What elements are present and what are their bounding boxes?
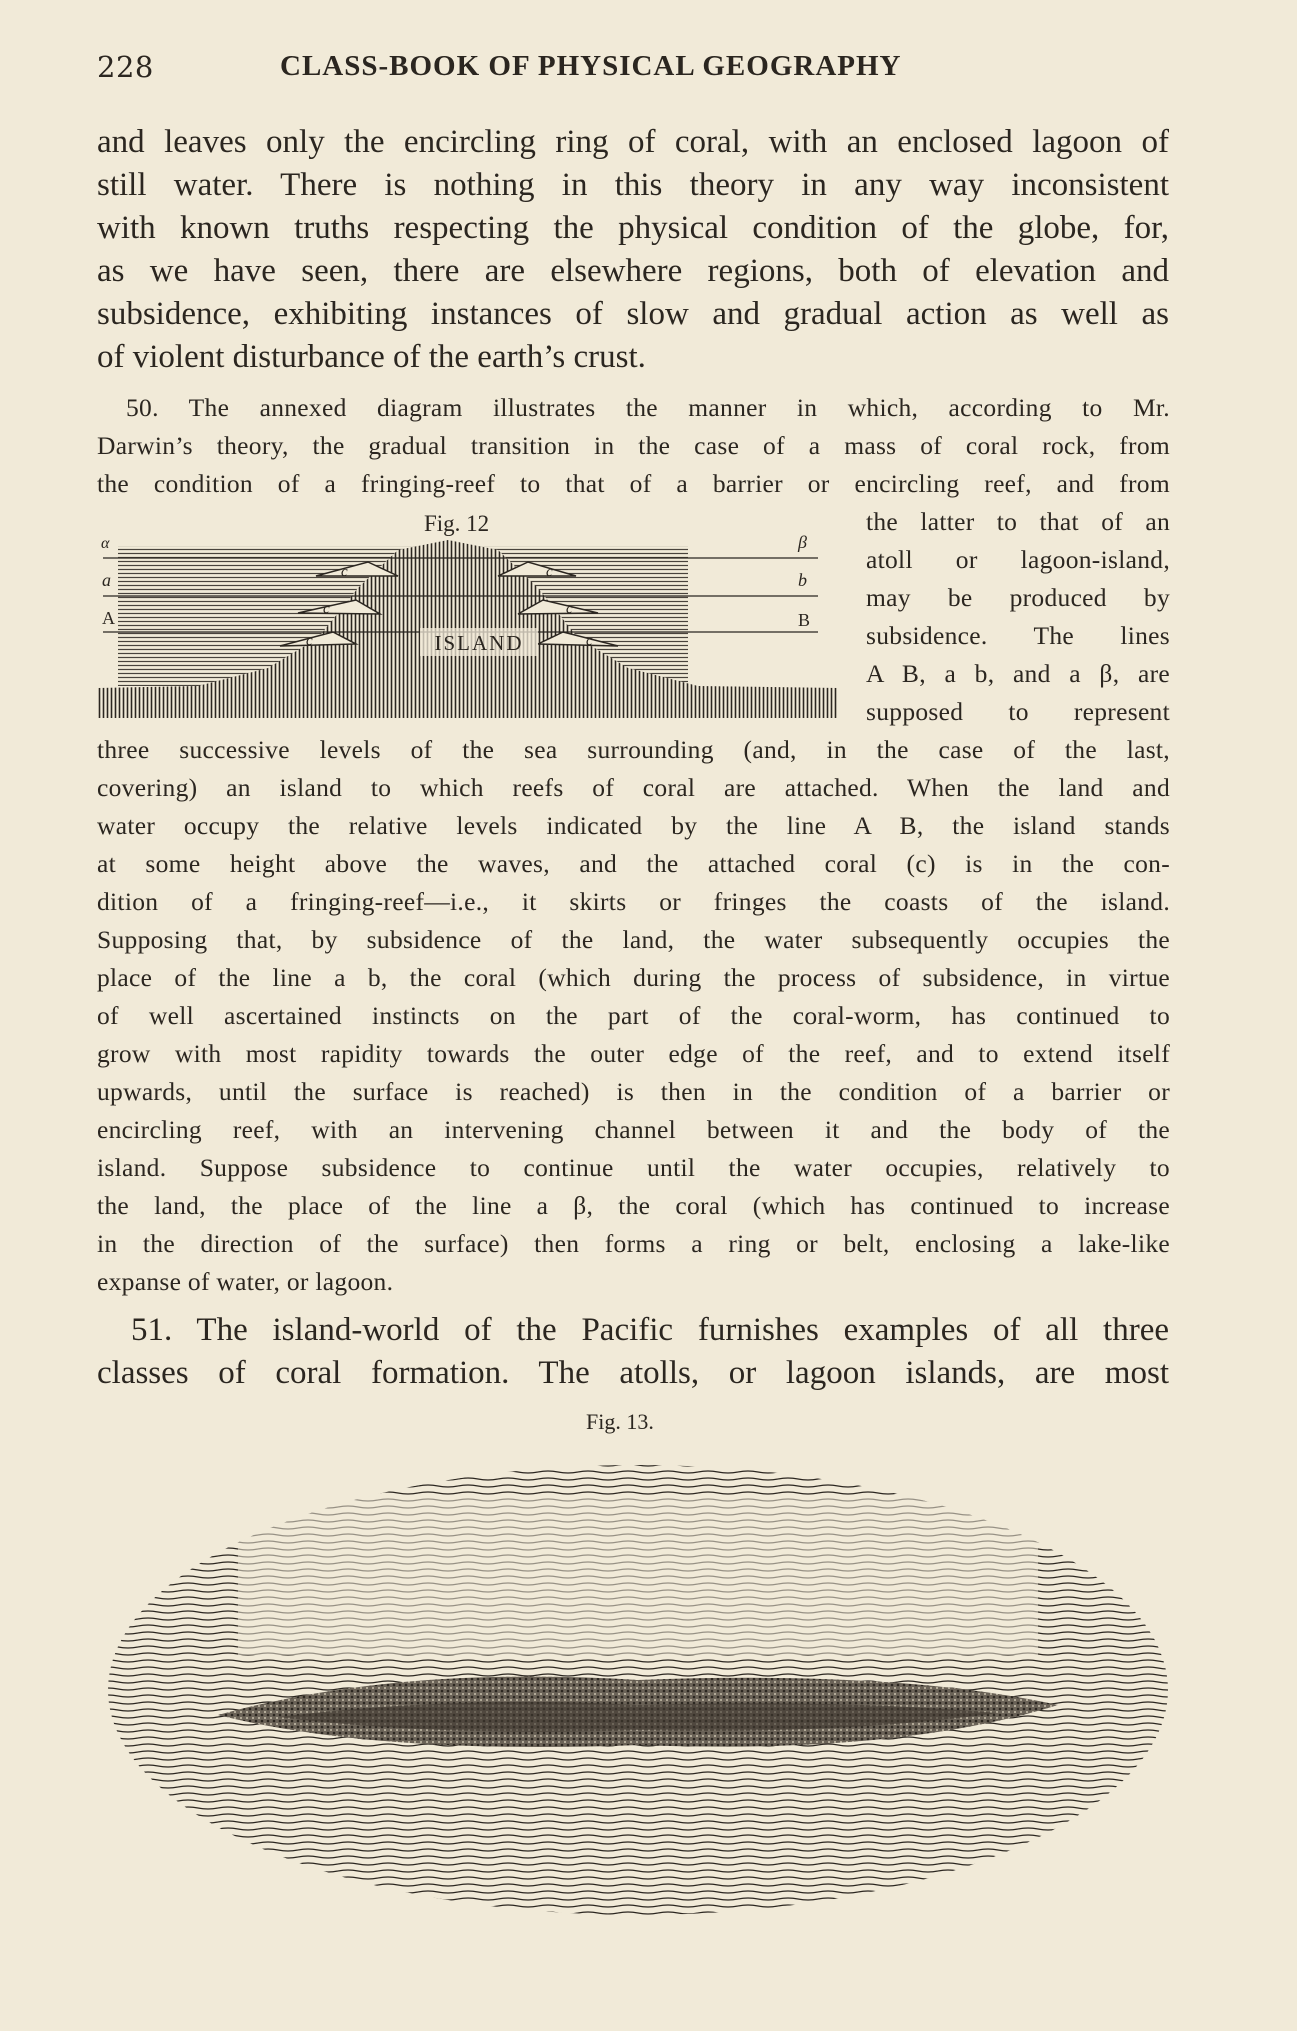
- para50-line: dition of a fringing-reef—i.e., it skirts or fringes the coasts of the island.: [97, 887, 1170, 916]
- running-title: CLASS-BOOK OF PHYSICAL GEOGRAPHY: [280, 50, 902, 82]
- para50-line: upwards, until the surface is reached) is then in the condition of a barrier or: [97, 1077, 1170, 1106]
- para50-line: place of the line a b, the coral (which during the process of subsidence, in virtue: [97, 963, 1170, 992]
- label-c: c: [546, 564, 553, 580]
- label-B: B: [798, 610, 811, 630]
- para-top-line: with known truths respecting the physical condition of the globe, for,: [97, 210, 1169, 246]
- para50-line: encircling reef, with an intervening channel between it and the body of the: [97, 1115, 1170, 1144]
- label-b: b: [798, 570, 807, 590]
- para50-line: covering) an island to which reefs of coral are attached. When the land and: [97, 773, 1170, 802]
- fig13-caption: Fig. 13.: [586, 1409, 654, 1434]
- para50-line: expanse of water, or lagoon.: [97, 1267, 394, 1296]
- para50-line: island. Suppose subsidence to continue until the water occupies, relatively to: [97, 1153, 1170, 1182]
- fig12-caption: Fig. 12: [424, 511, 490, 536]
- para-top-line: of violent disturbance of the earth’s crust.: [97, 339, 646, 375]
- label-c: c: [323, 601, 330, 617]
- island-label: ISLAND: [434, 631, 524, 655]
- para50-line: of well ascertained instincts on the part of the coral-worm, has continued to: [97, 1001, 1170, 1030]
- para50-line: Supposing that, by subsidence of the land, the water subsequently occupies the: [97, 925, 1170, 954]
- label-c: c: [341, 564, 348, 580]
- para50-line: the land, the place of the line a β, the coral (which has continued to increase: [97, 1191, 1170, 1220]
- para-top-line: as we have seen, there are elsewhere regions, both of elevation and: [97, 253, 1169, 289]
- para-top-line: subsidence, exhibiting instances of slow and gradual action as well as: [97, 296, 1169, 332]
- para50-line: in the direction of the surface) then forms a ring or belt, enclosing a lake-like: [97, 1229, 1170, 1258]
- para-top-line: and leaves only the encircling ring of coral, with an enclosed lagoon of: [97, 124, 1169, 160]
- para50-line: three successive levels of the sea surrounding (and, in the case of the last,: [97, 735, 1170, 764]
- para50-line: water occupy the relative levels indicated by the line A B, the island stands: [97, 811, 1170, 840]
- para51-line: 51. The island-world of the Pacific furnishes examples of all three: [131, 1312, 1169, 1348]
- para50-side-line: atoll or lagoon-island,: [866, 545, 1170, 574]
- label-A: A: [102, 608, 115, 628]
- fig12-diagram: [98, 528, 838, 718]
- para50-line: at some height above the waves, and the attached coral (c) is in the con-: [97, 849, 1170, 878]
- para50-side-line: supposed to represent: [866, 697, 1170, 726]
- para50-side-line: subsidence. The lines: [866, 621, 1170, 650]
- label-alpha: α: [101, 535, 110, 552]
- para-top-line: still water. There is nothing in this theory in any way inconsistent: [97, 167, 1169, 203]
- label-beta: β: [798, 532, 807, 552]
- para50-line: the condition of a fringing-reef to that of a barrier or encircling reef, and from: [97, 469, 1170, 498]
- para50-line: grow with most rapidity towards the outer edge of the reef, and to extend itself: [97, 1039, 1170, 1068]
- para50-line: 50. The annexed diagram illustrates the manner in which, according to Mr.: [126, 393, 1170, 422]
- label-a: a: [102, 570, 111, 590]
- label-c: c: [586, 633, 593, 649]
- fig13-engraving: [98, 1455, 1178, 1925]
- page-number: 228: [97, 50, 154, 84]
- para50-side-line: the latter to that of an: [866, 507, 1170, 536]
- para51-line: classes of coral formation. The atolls, or lagoon islands, are most: [97, 1355, 1169, 1391]
- label-c: c: [306, 633, 313, 649]
- para50-side-line: A B, a b, and a β, are: [866, 659, 1170, 688]
- para50-line: Darwin’s theory, the gradual transition in the case of a mass of coral rock, from: [97, 431, 1170, 460]
- label-c: c: [566, 601, 573, 617]
- para50-side-line: may be produced by: [866, 583, 1170, 612]
